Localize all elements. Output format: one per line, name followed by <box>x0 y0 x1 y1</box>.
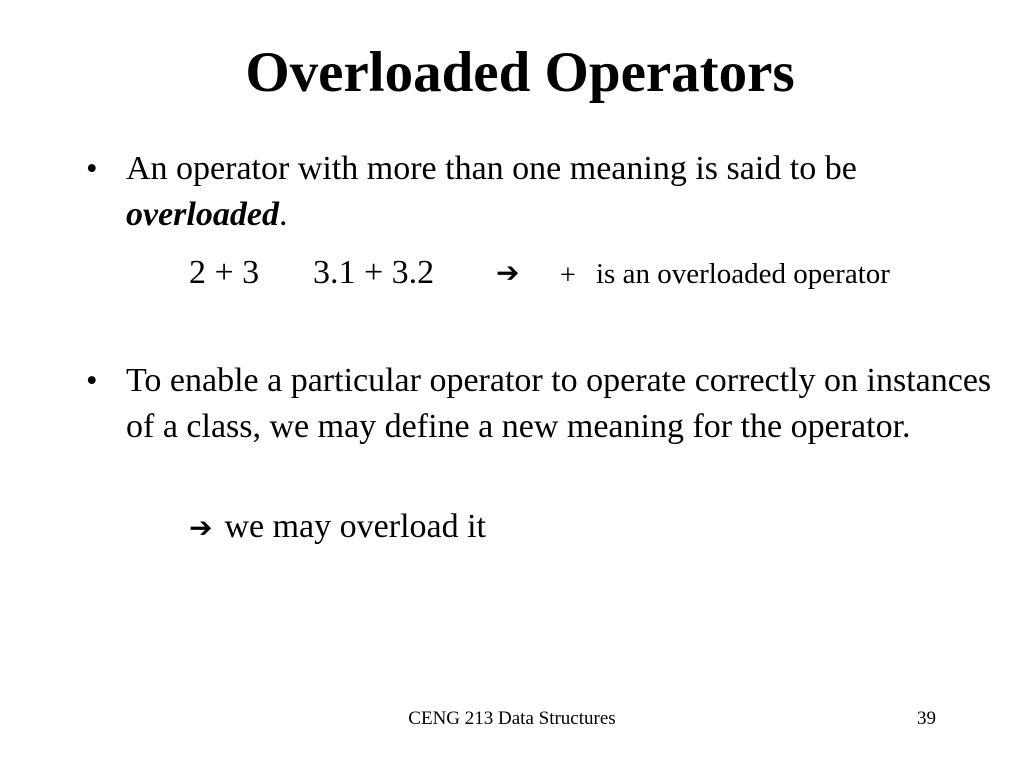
bullet-text-part: . <box>278 196 288 233</box>
page-number: 39 <box>917 708 936 729</box>
example-line <box>0 254 1024 294</box>
example-expression-float: 3.1 + 3.2 <box>313 254 435 291</box>
plus-operator-symbol: + <box>560 260 576 291</box>
bullet-marker: • <box>86 363 98 399</box>
right-arrow-icon: ➔ <box>496 258 520 289</box>
bullet-text-define-meaning: To enable a particular operator to operate correctly on instances of a class, we may define a new meaning for the operator. <box>126 362 992 445</box>
footer-course-title: CENG 213 Data Structures <box>408 708 616 729</box>
example-expression-int: 2 + 3 <box>189 254 260 291</box>
bullet-text-part: An operator with more than one meaning is said to be <box>126 150 857 187</box>
conclusion-text: we may overload it <box>224 508 486 545</box>
example-note: is an overloaded operator <box>596 258 890 290</box>
slide-title: Overloaded Operators <box>245 41 795 104</box>
right-arrow-icon: ➔ <box>189 513 213 544</box>
emphasis-overloaded: overloaded <box>126 196 279 233</box>
bullet-marker: • <box>86 151 98 187</box>
bullet-text-overloaded-definition <box>126 146 1006 238</box>
conclusion-line <box>189 508 486 546</box>
